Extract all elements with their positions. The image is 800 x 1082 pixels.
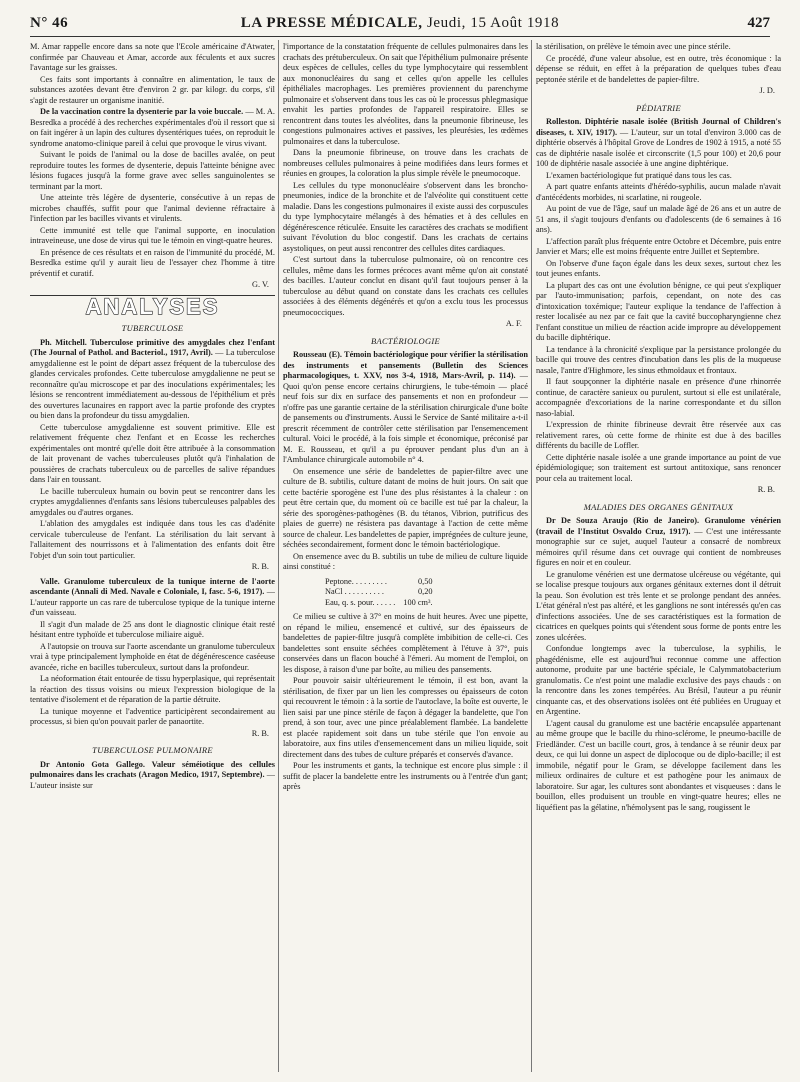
- rubric-heading: MALADIES DES ORGANES GÉNITAUX: [583, 501, 734, 512]
- paragraph: Pour pouvoir saisir ultérieurement le témoin, il est bon, avant la stérilisation, de fixer par un lien les compresses ou épaisseurs de coton qui recouvrent le témoin : à la sortie de l'autoclave, la boîte est ouverte, le lien saisi par une pince stérile de façon à dégager la bandelette, que l'on prend, à son tour, avec une pince préalablement flambée. La bandelette est placée rapidement soit dans un tube stérile que l'on envoie au laboratoire, aux fins utiles d'ensemencement dans un milieu liquide, soit directement dans des tubes de culture préparés et conservés d'avance.: [283, 676, 528, 759]
- paragraph: La tendance à la chronicité s'explique par la persistance prolongée du bacille qui trouve des centres d'incubation dans les plis de la muqueuse nasale, l'antre d'Highmore, les sinus ethmoïdaux et frontaux.: [536, 344, 781, 375]
- journal-title: LA PRESSE MÉDICALE,: [240, 15, 423, 31]
- paragraph: Il faut soupçonner la diphtérie nasale en présence d'une rhinorrée continue, de caractère sanieux ou purulent, surtout si elle est unilatérale, accompagnée d'excoriations de la narine correspondante et du sillon naso-labial.: [536, 377, 781, 418]
- abstract-heading: Ph. Mitchell. Tuberculose primitive des amygdales chez l'enfant (The Journal of Pathol. and Bacteriol., 1917, Avril).: [30, 337, 275, 357]
- abstract-paragraph: [283, 350, 528, 466]
- abstract-body: — La tuberculose amygdalienne est le point de départ assez fréquent de la tuberculose des glandes cervicales profondes. Cette tuberculose amygdalienne ne peut se reconnaître qu'au microscope et par des inoculations expérimentales; les lésions se rencontrent immédiatement au-dessous de l'épithélium et près des ouvertures lacunaires en rapport avec la partie profonde des cryptes ou bien dans la profondeur du tissu amygdalien.: [30, 348, 275, 420]
- abstract-heading: Valle. Granulome tuberculeux de la tunique interne de l'aorte ascendante (Annali di Med. Navale e Coloniale, I, fasc. 5-6, 1917).: [30, 576, 275, 596]
- author-initials: G. V.: [252, 280, 269, 289]
- paragraph: M. Amar rappelle encore dans sa note que l'Ecole américaine d'Atwater, confirmée par Chauveau et Amar, accorde aux féculents et aux sucres l'avantage sur les graisses.: [30, 42, 275, 72]
- paragraph: Confondue longtemps avec la tuberculose, la syphilis, le phagédénisme, elle est aujourd'hui reconnue comme une affection autonome, produite par une bactérie spéciale, le Calymmatobacterium granulomatis. Ce n'est point une maladie exclusive des pays chauds : on la rencontre dans les zones tempérées. Au Brésil, l'auteur a pu réunir cinquante cas, et des observations isolées ont été publiées en Uruguay et en Argentine.: [536, 644, 781, 716]
- page-number: 427: [747, 15, 770, 31]
- paragraph: On l'observe d'une façon égale dans les deux sexes, surtout chez les tout jeunes enfants.: [536, 258, 781, 278]
- paragraph: Une atteinte très légère de dysenterie, consécutive à un repas de microbes chauffés, suffit pour que l'animal devienne réfractaire à l'infection par les bacilles vivants et virulents.: [30, 193, 275, 223]
- abstract-body: — L'auteur, sur un total d'environ 3.000 cas de diphtérie observés à l'hôpital Grove de Londres de 1902 à 1915, a noté 55 cas de diphtérie nasale isolée et circonscrite (1,5 pour 100) et 20,6 pour 100 de diphtérie nasale associée à une angine diphtérique.: [536, 127, 781, 168]
- ingredient-amount: 100 cm³.: [403, 597, 433, 607]
- paragraph: Ces faits sont importants à connaître en alimentation, le taux de substances azotées devant être d'environ 2 gr. par kilogr. du corps, s'il s'agit de restaurer un organisme inanitié.: [30, 74, 275, 105]
- paragraph: Pour les instruments et gants, la technique est encore plus simple : il suffit de placer la bandelette entre les instruments ou à l'entrée d'un gant; après: [283, 761, 528, 791]
- paragraph: Le granulome vénérien est une dermatose ulcéreuse ou végétante, qui se localise presque toujours aux organes génitaux externes dont il détruit la peau. Son évolution est très lente et se prolonge pendant des années. L'état général n'est pas altéré, et les ganglions ne sont intéressés qu'en cas d'infections associées. Une de ses caractéristiques est la formation de cicatrices en quelques points qui s'étendent sous forme de ponts entre les zones ulcérées.: [536, 569, 781, 642]
- author-initials: A. F.: [505, 319, 522, 328]
- paragraph: La tunique moyenne et l'adventice participèrent secondairement au processus, si bien qu'on pouvait parler de panaortite.: [30, 706, 275, 726]
- ingredient-name: Eau, q. s. pour. . . . . .: [325, 597, 396, 607]
- abstract-heading: Dr Antonio Gota Gallego. Valeur séméiotique des cellules pulmonaires dans les crachats (Aragon Medico, 1917, Septembre).: [30, 759, 275, 779]
- abstract-body: — L'auteur insiste sur: [30, 770, 275, 790]
- abstract-body: — Quoi qu'on pense encore certains chirurgiens, le tube-témoin — placé neuf fois sur dix en surface des pansements et non en profondeur — n'offre pas une garantie certaine de la stérilisation chirurgicale d'une boîte de pansements ou d'instruments. Aussi le Service de Santé militaire a-t-il prescrit récemment de contrôler cette stérilisation par l'ensemencement cultural. Voici le procédé, à la fois simple et économique, préconisé par M. E. Rousseau, et qu'il a pu éprouver pendant plus d'un an à l'Ambulance chirurgicale automobile n° 4.: [283, 371, 528, 464]
- paragraph: Ce procédé, d'une valeur absolue, est en outre, très économique : la dépense se réduit, en effet à la préparation de quelques tubes d'eau peptonée stérile et de bandelettes de papier-filtre.: [536, 53, 781, 84]
- page-header: [30, 14, 770, 32]
- abstract-body: — C'est une intéressante monographie sur ce sujet, auquel l'auteur a consacré de nombreux mémoires qu'il résume dans cet ouvrage qui contient de nombreuses figures en noir et en couleur.: [536, 526, 781, 567]
- journal-title-line: [30, 14, 770, 32]
- abstract-heading: Rousseau (E). Témoin bactériologique pour vérifier la stérilisation des instruments et pansements (Bulletin des Sciences pharmacologiques, t. XXV, nos 3-4, 1918, Mars-Avril, p. 114).: [283, 350, 528, 380]
- paragraph: Au point de vue de l'âge, sauf un malade âgé de 26 ans et un autre de 51 ans, il s'agit toujours d'enfants ou d'adolescents (de 6 semaines à 16 ans).: [536, 204, 781, 234]
- paragraph: Suivant le poids de l'animal ou la dose de bacilles avalée, on peut reproduire toutes les formes de dysenterie, depuis l'atteinte bénigne avec lésions fugaces jusqu'à la forme grave avec selles sanguinolentes se terminant par la mort.: [30, 150, 275, 191]
- paragraph: C'est surtout dans la tuberculose pulmonaire, où on rencontre ces cellules, même dans les formes précoces avant même qu'on ait constaté des bacilles. L'auteur conclut en disant qu'il faut toujours penser à la tuberculose au début quand on constate dans les crachats ces cellules associées à des éléments dégénérés et qu'on a exclu tous les processus pneumococciques.: [283, 255, 528, 317]
- paragraph: L'agent causal du granulome est une bactérie encapsulée appartenant au même groupe que le bacille du rhino-sclérome, le pneumo-bacille de Friedländer. C'est un bacille court, gros, à tendance à se réunir deux par deux, ce qui lui donne un aspect de diplocoque ou de diplo-bacille; il est immobile, négatif pour le Gram, se développe facilement dans les milieux ordinaires de culture et est pathogène pour les animaux de laboratoire. Sur agar, les cultures sont abondantes et visqueuses : dans le bouillon, elles produisent un trouble en vingt-quatre heures; elles ne liquéfient pas la gélatine, n'hémolysent pas le sang, rougissent le: [536, 718, 781, 812]
- ingredient-amount: 0,20: [417, 587, 433, 596]
- table-row: [321, 598, 437, 609]
- paragraph: A l'autopsie on trouva sur l'aorte ascendante un granulome tuberculeux vrai à type principalement lymphoïde en état de dégénérescence caséeuse avancée, riche en bacilles tuberculeux, surtout dans la profondeur.: [30, 641, 275, 672]
- abstract-paragraph: [536, 117, 781, 170]
- ingredient-name: Peptone. . . . . . . . .: [325, 576, 387, 586]
- ingredient-amount: 0,50: [417, 576, 433, 586]
- abstract-heading: Rolleston. Diphtérie nasale isolée (British Journal of Children's diseases, t. XIV, 1917).: [536, 117, 781, 137]
- rubric-heading: BACTÉRIOLOGIE: [370, 335, 441, 346]
- column-middle: [283, 42, 528, 1072]
- issue-date: Jeudi, 15 Août 1918: [426, 15, 560, 31]
- paragraph: Dans la pneumonie fibrineuse, on trouve dans les crachats de nombreuses cellules pulmonaires à peine modifiées dans leurs formes et réunies en groupes, la coloration la plus simple révèle le pneumocoque.: [283, 148, 528, 178]
- ingredient-name: NaCl . . . . . . . . . .: [325, 587, 384, 596]
- column-divider: [278, 40, 279, 1072]
- abstract-body: — L'auteur rapporte un cas rare de tuberculose typique de la tunique interne d'un vaisseau.: [30, 587, 275, 617]
- paragraph: Les cellules du type mononucléaire s'observent dans les broncho-pneumonies, indice de la bronchite et de l'alvéolite qui constituent cette maladie. Dans les congestions pulmonaires il existe aussi des corpuscules du type lymphocytaire mélangés à des hématies et à des cellules en dégénérescence réticulée. Ensuite les caractères des crachats se modifient suivant l'évolution du bloc congestif. Dans les crachats de certains asystoliques, on peut aussi rencontrer des cellules dites cardiaques.: [283, 180, 528, 253]
- abstract-paragraph: [30, 760, 275, 792]
- rubric-heading: TUBERCULOSE PULMONAIRE: [92, 745, 213, 755]
- paragraph: La plupart des cas ont une évolution bénigne, ce qui peut s'expliquer par l'auto-immunisation; parfois, cependant, on note des cas d'intoxication toxémique; l'auteur explique la tendance de l'affection à rester localisée au nez par ce fait que la cavité buccopharyngienne chez l'enfant constitue un milieu de réaction acide impropre au développement du bacille diphtérique.: [536, 280, 781, 342]
- paragraph: La néoformation était entourée de tissu hyperplasique, qui représentait la réaction des tissus voisins ou mieux l'expression biologique de la tentative d'isolement et de réparation de la partie détruite.: [30, 674, 275, 704]
- author-initials: J. D.: [759, 86, 775, 95]
- rubric-heading: TUBERCULOSE: [121, 323, 184, 333]
- author-initials: R. B.: [251, 728, 269, 738]
- abstract-heading: Dr De Souza Araujo (Rio de Janeiro). Granulome vénérien (travail de l'Institut Osvaldo Cruz, 1917).: [536, 516, 781, 536]
- paragraph: Cette diphtérie nasale isolée a une grande importance au point de vue épidémiologique; son traitement est surtout antitoxique, sans renoncer pour cela au traitement local.: [536, 452, 781, 483]
- rubric-heading: PÉDIATRIE: [636, 102, 681, 113]
- issue-number: N° 46: [30, 15, 69, 31]
- column-right: [536, 42, 781, 1072]
- paragraph: On ensemence avec du B. subtilis un tube de milieu de culture liquide ainsi constitué :: [283, 551, 528, 571]
- subsection-heading: De la vaccination contre la dysenterie par la voie buccale.: [40, 107, 244, 116]
- paragraph-body: — M. A. Besredka a procédé à des recherches expérimentales d'où il ressort que si on fait ingérer à un lapin des cultures dysentériques tuées, on reproduit le syndrome anatomo-clinique pareil à celui que provoque le virus vivant.: [30, 107, 275, 148]
- header-rule: [30, 36, 770, 37]
- paragraph: On ensemence une série de bandelettes de papier-filtre avec une culture de B. subtilis, culture datant de moins de huit jours. On sait que cette bactérie sporogène est l'une des plus résistantes à la chaleur : on peut être certain que, du moment où ce bacille est tué par la chaleur, la série des sporogènes-pathogènes (B. du tétanos, Vibrion, putrificus des plaies de guerre) ne résistera pas davantage à l'action de cette même source de chaleur. Les bandelettes de papier, imprégnées de culture jeune, séchées secondairement, forment donc le témoin bactériologique.: [283, 466, 528, 549]
- paragraph: L'examen bactériologique fut pratiqué dans tous les cas.: [546, 170, 732, 180]
- author-initials: R. B.: [251, 562, 269, 571]
- paragraph: L'affection paraît plus fréquente entre Octobre et Décembre, puis entre Janvier et Mars; elle est moins fréquente entre Juillet et Septembre.: [536, 236, 781, 256]
- author-initials: R. B.: [757, 485, 775, 494]
- paragraph: Cette tuberculose amygdalienne est souvent primitive. Elle est relativement fréquente chez l'enfant et en Ecosse les recherches expérimentales ont montré qu'elle doit être attribuée à la consommation de lait provenant de vaches tuberculeuses plutôt qu'à l'inhalation de poussières de crachats tuberculeux ou de parcelles de salive répandues dans l'air en toussant.: [30, 422, 275, 484]
- column-divider: [531, 40, 532, 1072]
- paragraph: L'ablation des amygdales est indiquée dans tous les cas d'adénite cervicale tuberculeuse de l'enfant. La stérilisation du lait servant à l'allaitement des nourrissons et à l'alimentation des enfants doit être l'objet d'un soin tout particulier.: [30, 519, 275, 560]
- paragraph: A part quatre enfants atteints d'hérédo-syphilis, aucun malade n'avait d'antécédents morbides, ni scarlatine, ni rougeole.: [536, 182, 781, 202]
- paragraph: Le bacille tuberculeux humain ou bovin peut se rencontrer dans les cryptes amygdaliennes d'enfants sans lésions tuberculeuses palpables des amygdales ou d'autres organes.: [30, 486, 275, 517]
- paragraph: Il s'agit d'un malade de 25 ans dont le diagnostic clinique était resté hésitant entre typhoïde et tuberculose miliaire aiguë.: [30, 619, 275, 639]
- paragraph: Ce milieu se cultive à 37° en moins de huit heures. Avec une pipette, on répand le milieu, ensemencé et cultivé, sur des épaisseurs de bandelettes de papier-filtre jusqu'à complète imbibition de celle-ci. Ces bandelettes sont ensuite séchées complètement à l'étuve à 37°, puis conservées dans un flacon bouché à l'émeri. Au moment de l'emploi, on les dispose, à raison d'une par boîte, au milieu des pansements.: [283, 612, 528, 674]
- paragraph: [30, 107, 275, 149]
- paragraph: l'importance de la constatation fréquente de cellules pulmonaires dans les crachats des prétuberculeux. On sait que l'épithélium pulmonaire présente deux espèces de cellules, celles du type lymphocytaire qui ressemblent aux mononucléaires du sang et celles qu'on appelle les cellules épithéliales macrophages. Les premières proviennent du parenchyme pulmonaire et s'observent dans tous les cas où le processus phlegmasique envahit les parties profondes de l'appareil respiratoire. Elles se rencontrent dans toutes les alvéolites, dans la pneumonie fibrineuse, les congestions pulmonaires actives et passives, les pleurésies, les œdèmes pulmonaires et dans la tuberculose.: [283, 42, 528, 146]
- paragraph: L'expression de rhinite fibrineuse devrait être réservée aux cas relativement rares, où cette forme de rhinite est due à des bacilles différents du bacille de Loffler.: [536, 420, 781, 450]
- column-left: [30, 42, 275, 1072]
- table-row: [321, 577, 437, 588]
- analyses-title: ANALYSES: [85, 293, 220, 319]
- paragraph: Cette immunité est telle que l'animal supporte, en inoculation intraveineuse, une dose de virus qui tue le témoin en vingt-quatre heures.: [30, 225, 275, 245]
- abstract-paragraph: [30, 577, 275, 619]
- table-row: [321, 587, 437, 598]
- abstract-paragraph: [536, 516, 781, 569]
- paragraph: la stérilisation, on prélève le témoin avec une pince stérile.: [536, 42, 731, 51]
- culture-medium-table: [321, 577, 437, 609]
- abstract-paragraph: [30, 338, 275, 422]
- paragraph: En présence de ces résultats et en raison de l'immunité du procédé, M. Besredka estime qu'il y aurait lieu de l'essayer chez l'homme à titre préventif et curatif.: [30, 247, 275, 278]
- section-banner: [30, 295, 275, 318]
